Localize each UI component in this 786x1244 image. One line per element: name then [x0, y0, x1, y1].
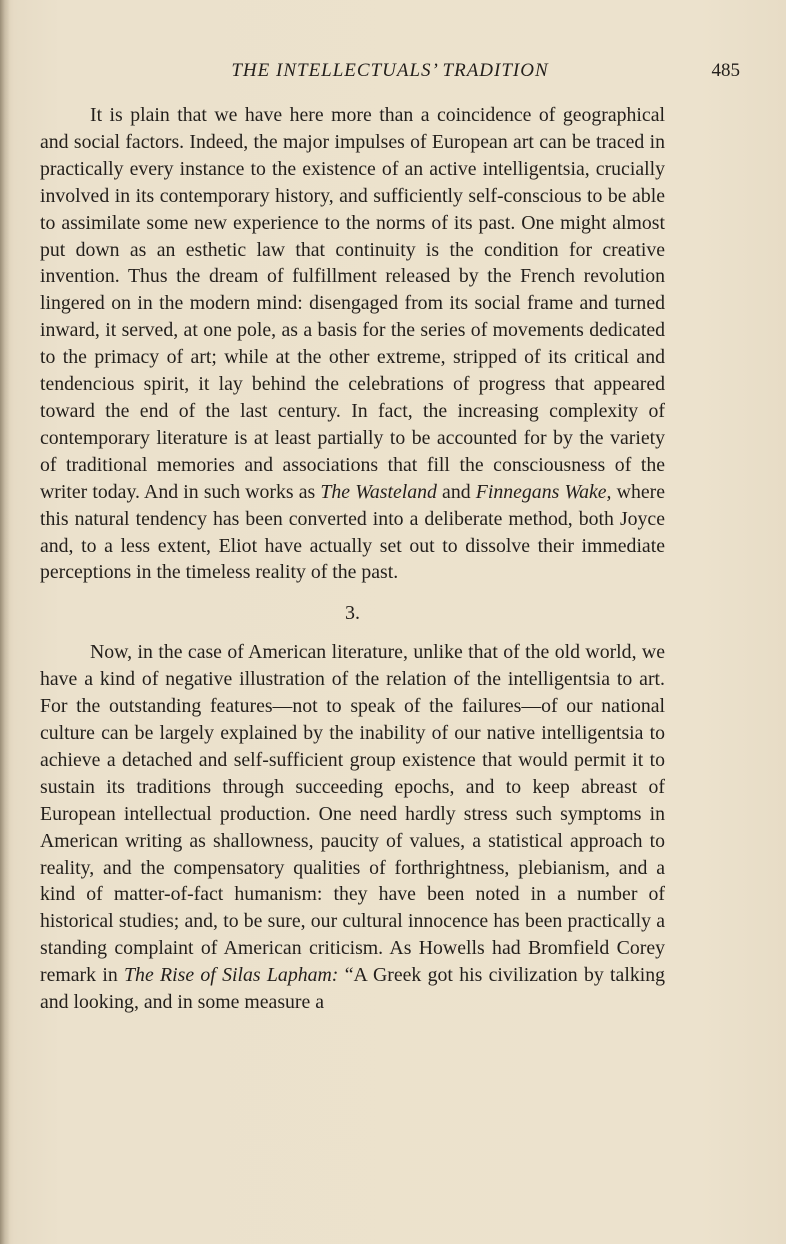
paragraph-1-text-c: where this natural tendency has been converted into a deliberate method, both Joyce and, to a less extent, Eliot have actually set out to dissolve their immediate perceptions in the timeless reality of the past. — [40, 480, 665, 584]
running-title: THE INTELLECTUALS’ TRADITION — [231, 60, 549, 81]
body-text — [40, 102, 665, 1016]
paragraph-2-text-a: Now, in the case of American literature, unlike that of the old world, we have a kind of negative illustration of the relation of the intelligentsia to art. For the outstanding features—not to speak of the failures—of our national culture can be largely explained by the inability of our native intelligentsia to achieve a detached and self-sufficient group existence that would permit it to sustain its traditions through succeeding epochs, and to keep abreast of European intellectual production. One need hardly stress such symptoms in American writing as shallowness, paucity of values, a statistical approach to reality, and the compensatory qualities of forthrightness, plebianism, and a kind of matter-of-fact humanism: they have been noted in a number of historical studies; and, to be sure, our cultural innocence has been practically a standing complaint of American criticism. As Howells had Bromfield Corey remark in — [40, 641, 665, 987]
section-number: 3. — [345, 602, 360, 625]
paragraph-2 — [40, 639, 665, 1016]
page-number: 485 — [711, 60, 740, 81]
paragraph-1 — [40, 102, 665, 586]
title-rise-of-silas-lapham: The Rise of Silas Lapham: — [124, 964, 339, 987]
paragraph-1-text-b: and — [436, 480, 476, 503]
paragraph-1-text-a: It is plain that we have here more than a coincidence of geographical and social factors. Indeed, the major impulses of European art can be traced in practically every instance to the existence of an active intelligentsia, crucially involved in its contemporary history, and sufficiently self-conscious to be able to assimilate some new experience to the norms of its past. One might almost put down as an esthetic law that continuity is the condition for creative invention. Thus the dream of fulfillment released by the French revolution lingered on in the modern mind: disengaged from its social frame and turned inward, it served, at one pole, as a basis for the series of movements dedicated to the primacy of art; while at the other extreme, stripped of its critical and tendencious spirit, it lay behind the celebrations of progress that appeared toward the end of the last century. In fact, the increasing complexity of contemporary literature is at least partially to be accounted for by the variety of traditional memories and associations that fill the consciousness of the writer today. And in such works as — [40, 104, 665, 503]
page-header — [40, 58, 740, 88]
page-gutter-shadow — [0, 0, 10, 1244]
title-finnegans-wake: Finnegans Wake, — [475, 480, 612, 503]
paragraph-2-text-b: “A Greek got his civilization by talking and looking, and in some measure a — [40, 964, 665, 1014]
title-the-wasteland: The Wasteland — [320, 480, 437, 503]
